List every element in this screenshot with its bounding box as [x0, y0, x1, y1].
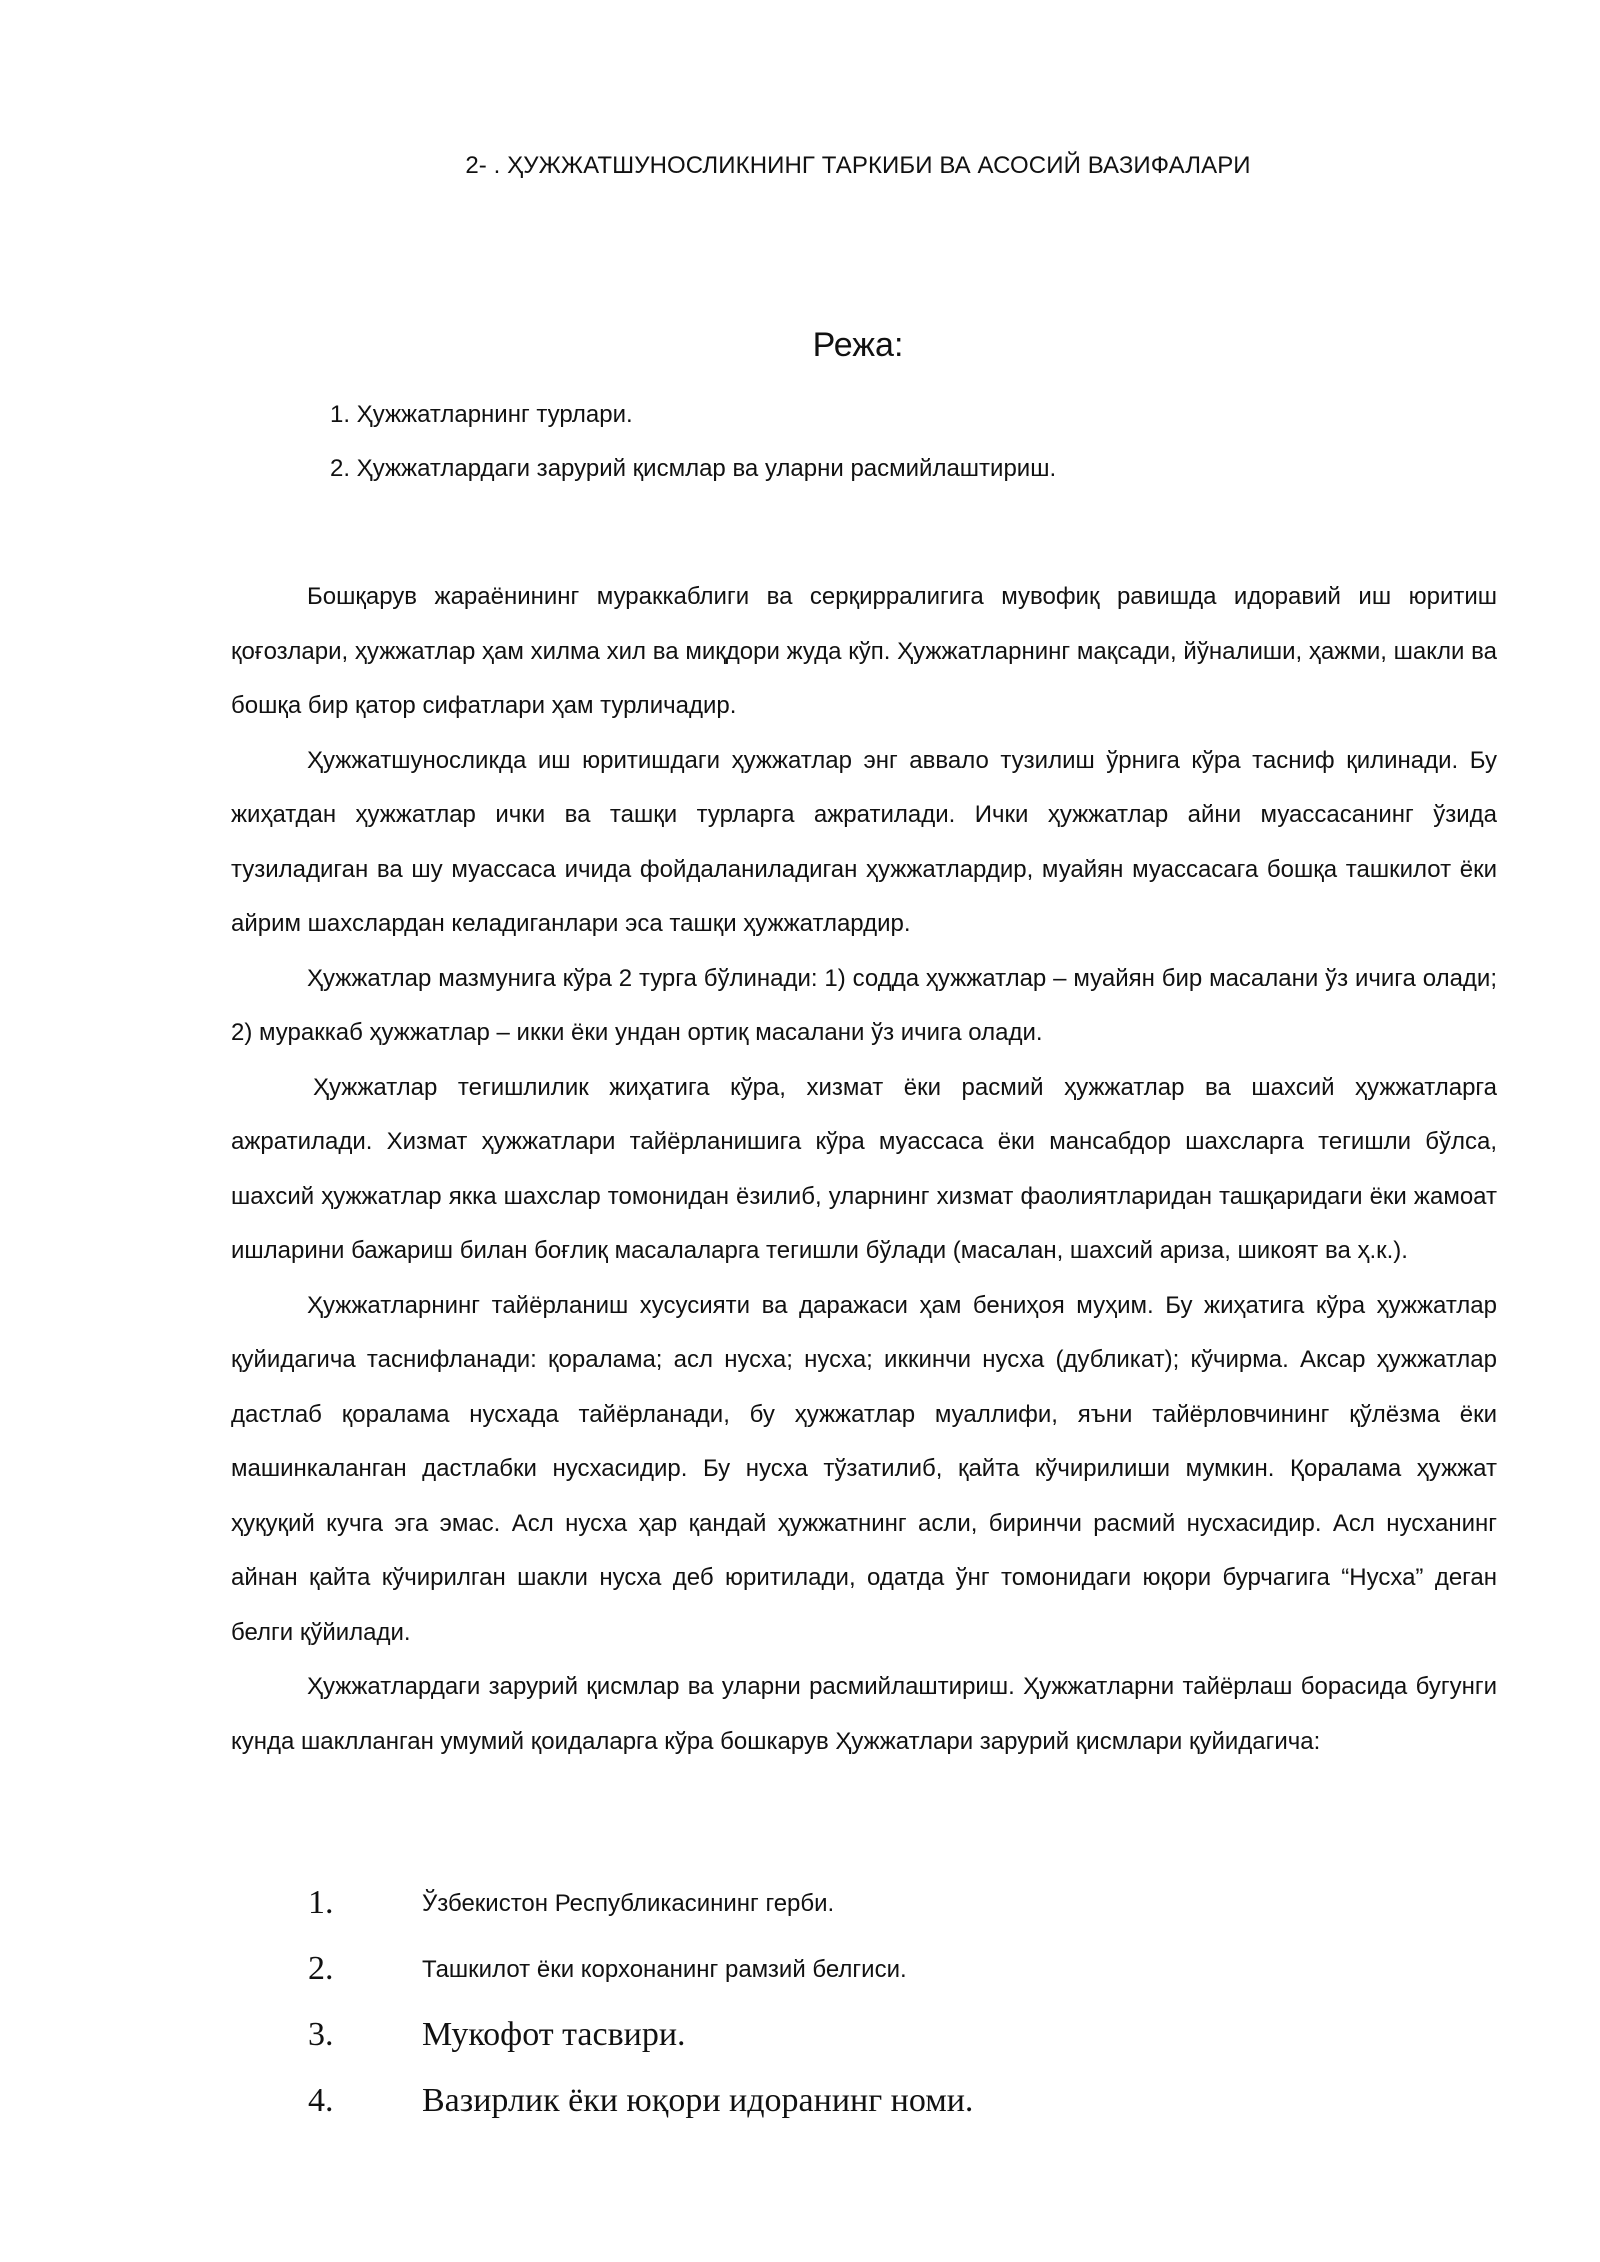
requisite-text: Вазирлик ёки юқори идоранинг номи. [422, 2082, 974, 2119]
paragraph: Ҳужжатлар тегишлилик жиҳатига кўра, хизмат ёки расмий ҳужжатлар ва шахсий ҳужжатларга ажратилади. Хизмат ҳужжатлари тайёрланишига кўра муассаса ёки мансабдор шахсларга тегишли бўлса, шахсий ҳужжатлар якка шахслар томонидан ёзилиб, уларнинг хизмат фаолиятларидан ташқаридаги ёки жамоат ишларини бажариш билан боғлиқ масалаларга тегишли бўлади (масалан, шахсий ариза, шикоят ва ҳ.к.). [231, 1073, 1497, 1264]
paragraph: Ҳужжатларнинг тайёрланиш хусусияти ва даражаси ҳам бениҳоя муҳим. Бу жиҳатига кўра ҳужжатлар қуйидагича таснифланади: қоралама; асл нусха; нусха; иккинчи нусха (дубликат); кўчирма. Аксар ҳужжатлар дастлаб қоралама нусхада тайёрланади, бу ҳужжатлар муаллифи, яъни тайёрловчининг қўлёзма ёки машинкаланган дастлабки нусхасидир. Бу нусха тўзатилиб, қайта кўчирилиши мумкин. Қоралама ҳужжат ҳуқуқий кучга эга эмас. Асл нусха ҳар қандай ҳужжатнинг асли, биринчи расмий нусхасидир. Асл нусханинг айнан қайта кўчирилган шакли нусха деб юритилади, одатда ўнг томонидаги юқори бурчагига “Нусха” деган белги қўйилади. [231, 1291, 1497, 1646]
requisite-number: 2. [308, 1950, 334, 1987]
plan-item: 1. Ҳужжатларнинг турлари. [330, 401, 633, 428]
paragraph: Ҳужжатлар мазмунига кўра 2 турга бўлинади: 1) содда ҳужжатлар – муайян бир масалани ўз ичига олади; 2) мураккаб ҳужжатлар – икки ёки ундан ортиқ масалани ўз ичига олади. [231, 964, 1497, 1046]
requisite-text: Мукофот тасвири. [422, 2016, 686, 2053]
requisite-number: 1. [308, 1884, 334, 1921]
requisite-text: Ўзбекистон Республикасининг герби. [422, 1890, 835, 1917]
plan-item: 2. Ҳужжатлардаги зарурий қисмлар ва уларни расмийлаштириш. [330, 455, 1057, 482]
plan-heading: Режа: [812, 326, 904, 364]
requisite-number: 4. [308, 2082, 334, 2119]
paragraph: Ҳужжатшуносликда иш юритишдаги ҳужжатлар энг аввало тузилиш ўрнига кўра тасниф қилинади. Бу жиҳатдан ҳужжатлар ички ва ташқи турларга ажратилади. Ички ҳужжатлар айни муассасанинг ўзида тузиладиган ва шу муассаса ичида фойдаланиладиган ҳужжатлардир, муайян муассасага бошқа ташкилот ёки айрим шахслардан келадиганлари эса ташқи ҳужжатлардир. [231, 746, 1497, 937]
paragraph: Ҳужжатлардаги зарурий қисмлар ва уларни расмийлаштириш. Ҳужжатларни тайёрлаш борасида бугунги кунда шаклланган умумий қоидаларга кўра бошкарув Ҳужжатлари зарурий қисмлари қуйидагича: [231, 1673, 1497, 1755]
requisite-text: Ташкилот ёки корхонанинг рамзий белгиси. [422, 1956, 907, 1983]
document-title: 2- . ҲУЖЖАТШУНОСЛИКНИНГ ТАРКИБИ ВА АСОСИЙ ВАЗИФАЛАРИ [465, 152, 1251, 179]
paragraph: Бошқарув жараёнининг мураккаблиги ва серқирралигига мувофиқ равишда идоравий иш юритиш қоғозлари, ҳужжатлар ҳам хилма хил ва миқдори жуда кўп. Ҳужжатларнинг мақсади, йўналиши, ҳажми, шакли ва бошқа бир қатор сифатлари ҳам турличадир. [231, 583, 1497, 719]
body-text [231, 570, 1497, 1769]
plan-list [330, 398, 1056, 506]
requisite-number: 3. [308, 2016, 334, 2053]
